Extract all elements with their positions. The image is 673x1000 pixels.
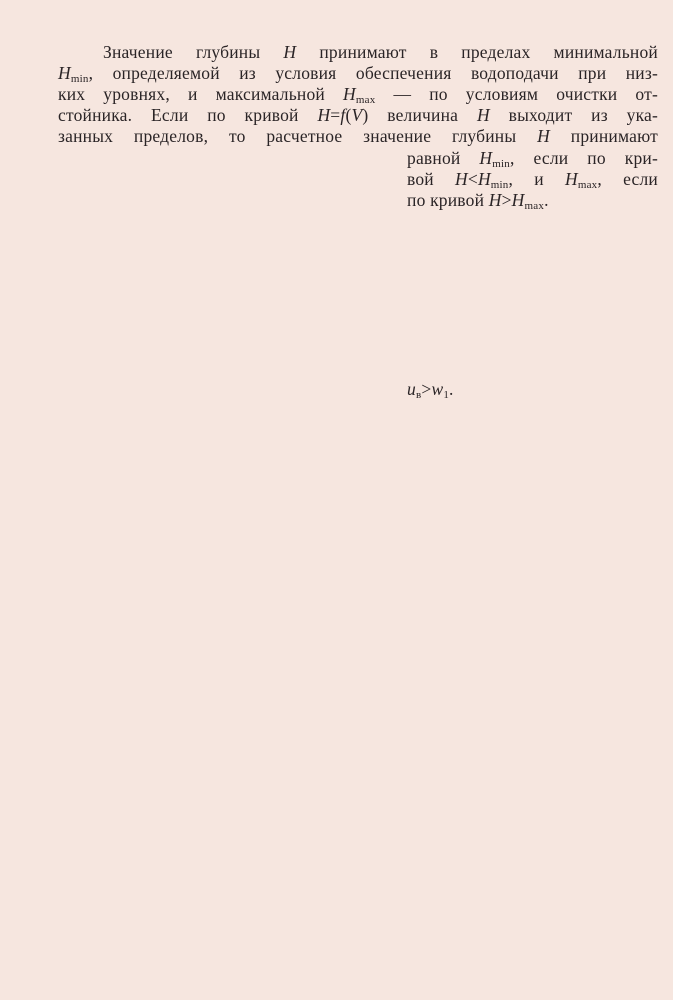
text-line: занных пределов, то расчетное значение глубины H принимают — [58, 126, 658, 146]
text-line: $H_{min}$, определяемой из условия обеспечения водоподачи при низ- — [58, 63, 658, 85]
text-line: ких уровнях, и максимальной $H_{max}$ — по условиям очистки от- — [58, 84, 658, 106]
text-line: стойника. Если по кривой H=f(V) величина H выходит из ука- — [58, 105, 659, 125]
text-line: вой $H<H_{min}$, и $H_{max}$, если — [407, 169, 658, 191]
text-line: по кривой $H>H_{max}$. — [407, 190, 549, 212]
text-line: Значение глубины H принимают в пределах минимальной — [103, 42, 658, 62]
text-line: равной $H_{min}$, если по кри- — [407, 148, 658, 170]
text-line: $u_в>w_1$. — [407, 379, 454, 401]
